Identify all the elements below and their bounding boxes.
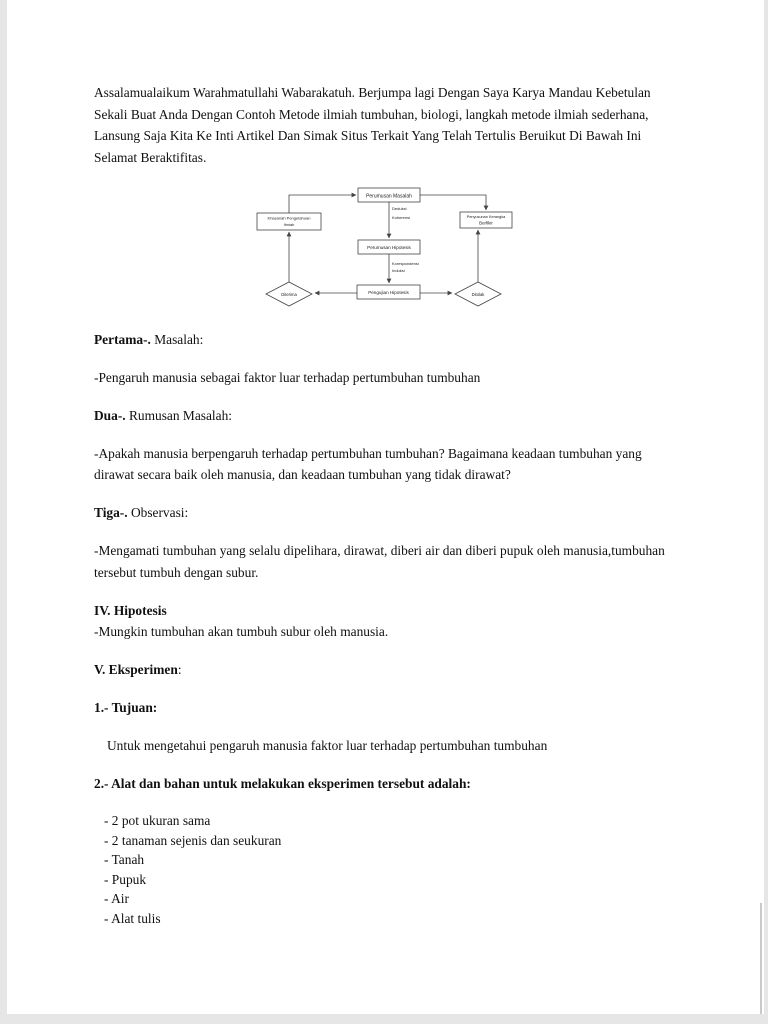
section-eksperimen-label: V. Eksperimen bbox=[94, 662, 178, 677]
label-perumusan-hipotesis: Perumusan Hipotesis bbox=[367, 244, 411, 250]
section-tujuan-heading bbox=[94, 697, 680, 719]
section-rumusan-body: -Apakah manusia berpengaruh terhadap pertumbuhan tumbuhan? Bagaimana keadaan tumbuhan yang dirawat secara baik oleh manusia, dan keadaan tumbuhan yang tidak dirawat? bbox=[94, 445, 642, 482]
equipment-item: - 2 tanaman sejenis dan seukuran bbox=[104, 832, 282, 848]
section-tujuan-body: Untuk mengetahui pengaruh manusia faktor luar terhadap pertumbuhan tumbuhan bbox=[107, 738, 548, 753]
section-alat-label: 2.- Alat dan bahan untuk melakukan eksperimen tersebut adalah: bbox=[94, 776, 471, 791]
label-penyusunan-line1: Penyusunan Kerangka bbox=[466, 214, 506, 219]
page-content bbox=[7, 0, 764, 928]
equipment-item: - Alat tulis bbox=[104, 910, 161, 926]
section-masalah-label: Pertama-. bbox=[94, 331, 151, 347]
label-pengujian-hipotesis: Pengujian Hipotesis bbox=[368, 289, 409, 295]
section-hipotesis-label: IV. Hipotesis bbox=[94, 602, 167, 618]
section-masalah-body: -Pengaruh manusia sebagai faktor luar terhadap pertumbuhan tumbuhan bbox=[94, 369, 481, 385]
label-deduksi: Deduksi bbox=[392, 205, 407, 211]
section-observasi-title: Observasi: bbox=[127, 505, 189, 520]
label-khasanah-line1: Khasanah Pengetahuan bbox=[267, 215, 311, 220]
section-observasi-label: Tiga-. bbox=[94, 505, 128, 520]
label-penyusunan-line2: Berfikir bbox=[479, 220, 493, 225]
label-khasanah-line2: Ilmiah bbox=[283, 221, 295, 227]
equipment-item: - Pupuk bbox=[104, 871, 147, 887]
equipment-item: - 2 pot ukuran sama bbox=[104, 813, 211, 828]
section-eksperimen-heading bbox=[94, 659, 680, 681]
section-eksperimen-colon: : bbox=[177, 662, 182, 677]
section-rumusan-title: Rumusan Masalah: bbox=[125, 407, 232, 423]
label-induksi: Induksi bbox=[392, 267, 405, 273]
section-masalah-heading bbox=[94, 329, 680, 351]
section-rumusan-label: Dua-. bbox=[94, 407, 126, 423]
document-page bbox=[7, 0, 764, 1014]
section-observasi-body: -Mengamati tumbuhan yang selalu dipelihara, dirawat, diberi air dan diberi pupuk oleh manusia,tumbuhan tersebut tumbuh dengan subur. bbox=[94, 543, 665, 580]
label-koherensi: Koherensi bbox=[392, 214, 411, 220]
section-alat-heading bbox=[94, 773, 680, 795]
connector-masalah-to-penyusunan bbox=[420, 195, 486, 210]
connector-khasanah-to-masalah bbox=[289, 195, 356, 213]
section-rumusan-heading bbox=[94, 405, 680, 427]
label-diterima: Diterima bbox=[281, 291, 297, 297]
equipment-item: - Air bbox=[104, 891, 129, 906]
equipment-list bbox=[94, 811, 680, 928]
metode-ilmiah-flowchart bbox=[254, 185, 516, 319]
section-hipotesis-body: -Mungkin tumbuhan akan tumbuh subur oleh manusia. bbox=[94, 624, 389, 639]
label-perumusan-masalah: Perumusan Masalah bbox=[366, 193, 412, 199]
scientific-method-diagram bbox=[254, 185, 516, 319]
equipment-item: - Tanah bbox=[104, 852, 145, 867]
label-ditolak: Ditolak bbox=[471, 291, 485, 297]
label-korespondensi: Korespondensi bbox=[392, 260, 419, 266]
section-masalah-title: Masalah: bbox=[150, 331, 204, 347]
section-tujuan-label: 1.- Tujuan: bbox=[94, 700, 158, 715]
section-hipotesis-heading bbox=[94, 600, 680, 622]
section-observasi-heading bbox=[94, 502, 680, 524]
page-edge-line bbox=[760, 903, 762, 1014]
intro-paragraph: Assalamualaikum Warahmatullahi Wabarakatuh. Berjumpa lagi Dengan Saya Karya Mandau Kebetulan Sekali Buat Anda Dengan Contoh Metode ilmiah tumbuhan, biologi, langkah metode ilmiah sederhana, Lansung Saja Kita Ke Inti Artikel Dan Simak Situs Terkait Yang Telah Tertulis Beruikut Di Bawah Ini Selamat Beraktifitas. bbox=[94, 85, 651, 165]
